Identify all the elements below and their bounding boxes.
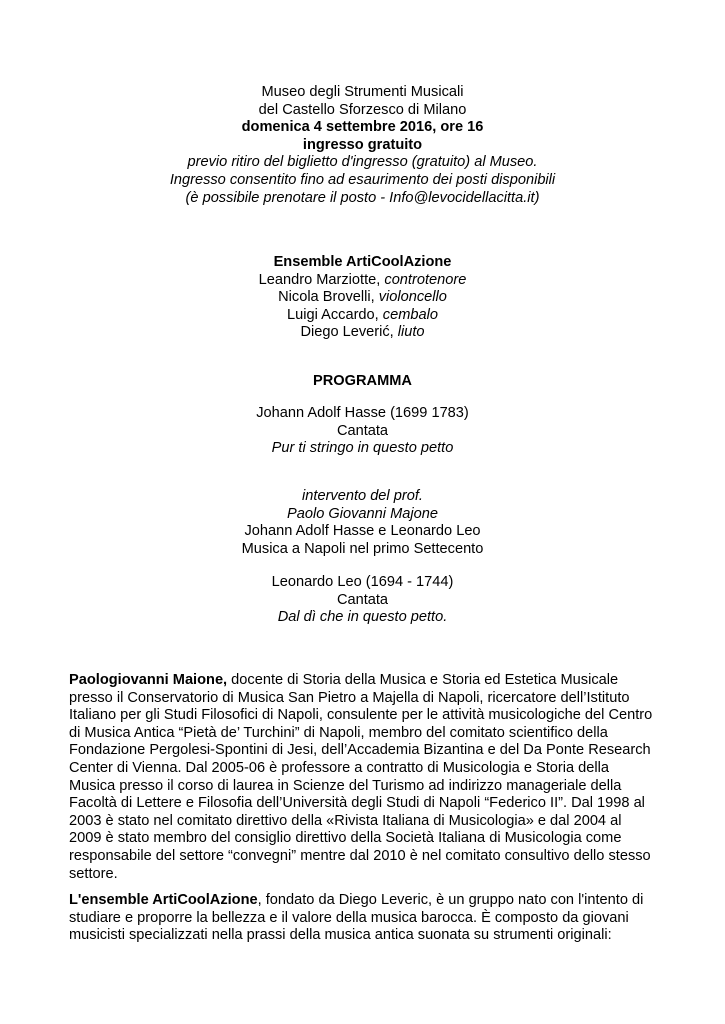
bio-maione (69, 672, 669, 883)
ensemble-member (0, 307, 725, 325)
member-role: violoncello (378, 289, 447, 306)
bio-name: Paologiovanni Maione, (69, 672, 228, 688)
talk-subject: Johann Adolf Hasse e Leonardo Leo (244, 523, 481, 540)
bio-text: , fondato da Diego Leveric, è un gruppo nato con l'intento di (257, 892, 644, 908)
member-name: Leandro Marziotte, (258, 271, 385, 288)
bio-line: Fondazione Pergolesi-Spontini di Jesi, dell’Accademia Bizantina e del Da Ponte Research (69, 742, 651, 759)
bio-line: Center di Vienna. Dal 2005-06 è professore a contratto di Musicologia e Storia della (69, 759, 610, 776)
piece-composer: Leonardo Leo (1694 - 1744) (271, 574, 454, 590)
bio-line (69, 672, 669, 690)
programme-piece-2 (0, 574, 725, 627)
bio-line: musicisti specializzati nella prassi della musica antica suonata su strumenti originali: (69, 927, 612, 944)
entry-note-1: previo ritiro del biglietto d'ingresso (gratuito) al Museo. (187, 154, 538, 171)
entry-note-2: Ingresso consentito fino ad esaurimento dei posti disponibili (169, 171, 556, 188)
bio-name: L'ensemble ArtiCoolAzione (69, 892, 258, 908)
venue-line-1: Museo degli Strumenti Musicali (261, 84, 464, 100)
member-role: controtenore (384, 271, 467, 288)
ensemble-member (0, 324, 725, 342)
bio-line: Italiano per gli Studi Filosofici di Napoli, consulente per le attività musicologiche del Centro (69, 707, 653, 724)
programme-heading-block (0, 373, 725, 391)
ensemble-name: Ensemble ArtiCoolAzione (273, 254, 452, 270)
member-role: liuto (397, 324, 425, 341)
bio-line: Facoltà di Lettere e Filosofia dell’Università degli Studi di Napoli “Federico II”. Dal 1998 al (69, 795, 645, 812)
talk-topic: Musica a Napoli nel primo Settecento (241, 540, 484, 557)
event-date: domenica 4 settembre 2016, ore 16 (241, 119, 484, 136)
bio-line: di Musica Antica “Pietà de’ Turchini” di Napoli, membro del comitato scientifico della (69, 724, 608, 741)
bio-line: settore. (69, 865, 118, 882)
piece-title: Pur ti stringo in questo petto (271, 440, 454, 457)
talk-intro: intervento del prof. (302, 488, 423, 504)
talk-block (0, 488, 725, 558)
piece-form: Cantata (336, 422, 389, 439)
entry-note-3: (è possibile prenotare il posto - Info@levocidellacitta.it) (185, 189, 540, 206)
ensemble-block (0, 254, 725, 342)
piece-title: Dal dì che in questo petto. (277, 609, 448, 626)
ensemble-member (0, 289, 725, 307)
bio-ensemble (69, 892, 669, 945)
piece-composer: Johann Adolf Hasse (1699 1783) (256, 405, 469, 421)
bio-line: responsabile del settore “convegni” mentre dal 2010 è nel comitato consultivo dello stesso (69, 847, 651, 864)
bio-line: studiare e proporre la bellezza e il valore della musica barocca. È composto da giovani (69, 909, 629, 926)
talk-speaker: Paolo Giovanni Majone (287, 505, 438, 522)
bio-line (69, 892, 669, 910)
event-header (0, 84, 725, 207)
member-name: Luigi Accardo, (287, 306, 383, 323)
member-name: Diego Leverić, (300, 324, 398, 341)
bio-line: 2003 è stato nel comitato direttivo della «Rivista Italiana di Musicologia» e dal 2004 al (69, 812, 622, 829)
programme-heading: PROGRAMMA (313, 373, 412, 389)
bio-text: docente di Storia della Musica e Storia ed Estetica Musicale (227, 672, 619, 688)
bio-line: 2009 è stato membro del consiglio direttivo della Società Italiana di Musicologia come (69, 830, 622, 847)
member-role: cembalo (382, 306, 438, 323)
ensemble-member (0, 272, 725, 290)
member-name: Nicola Brovelli, (278, 289, 379, 306)
programme-piece-1 (0, 405, 725, 458)
piece-form: Cantata (336, 591, 389, 608)
bio-line: Musica presso il corso di laurea in Scienze del Turismo ad indirizzo manageriale della (69, 777, 622, 794)
bio-line: presso il Conservatorio di Musica San Pietro a Majella di Napoli, ricercatore dell’Istituto (69, 689, 630, 706)
venue-line-2: del Castello Sforzesco di Milano (258, 101, 467, 118)
entry-info: ingresso gratuito (302, 136, 423, 153)
